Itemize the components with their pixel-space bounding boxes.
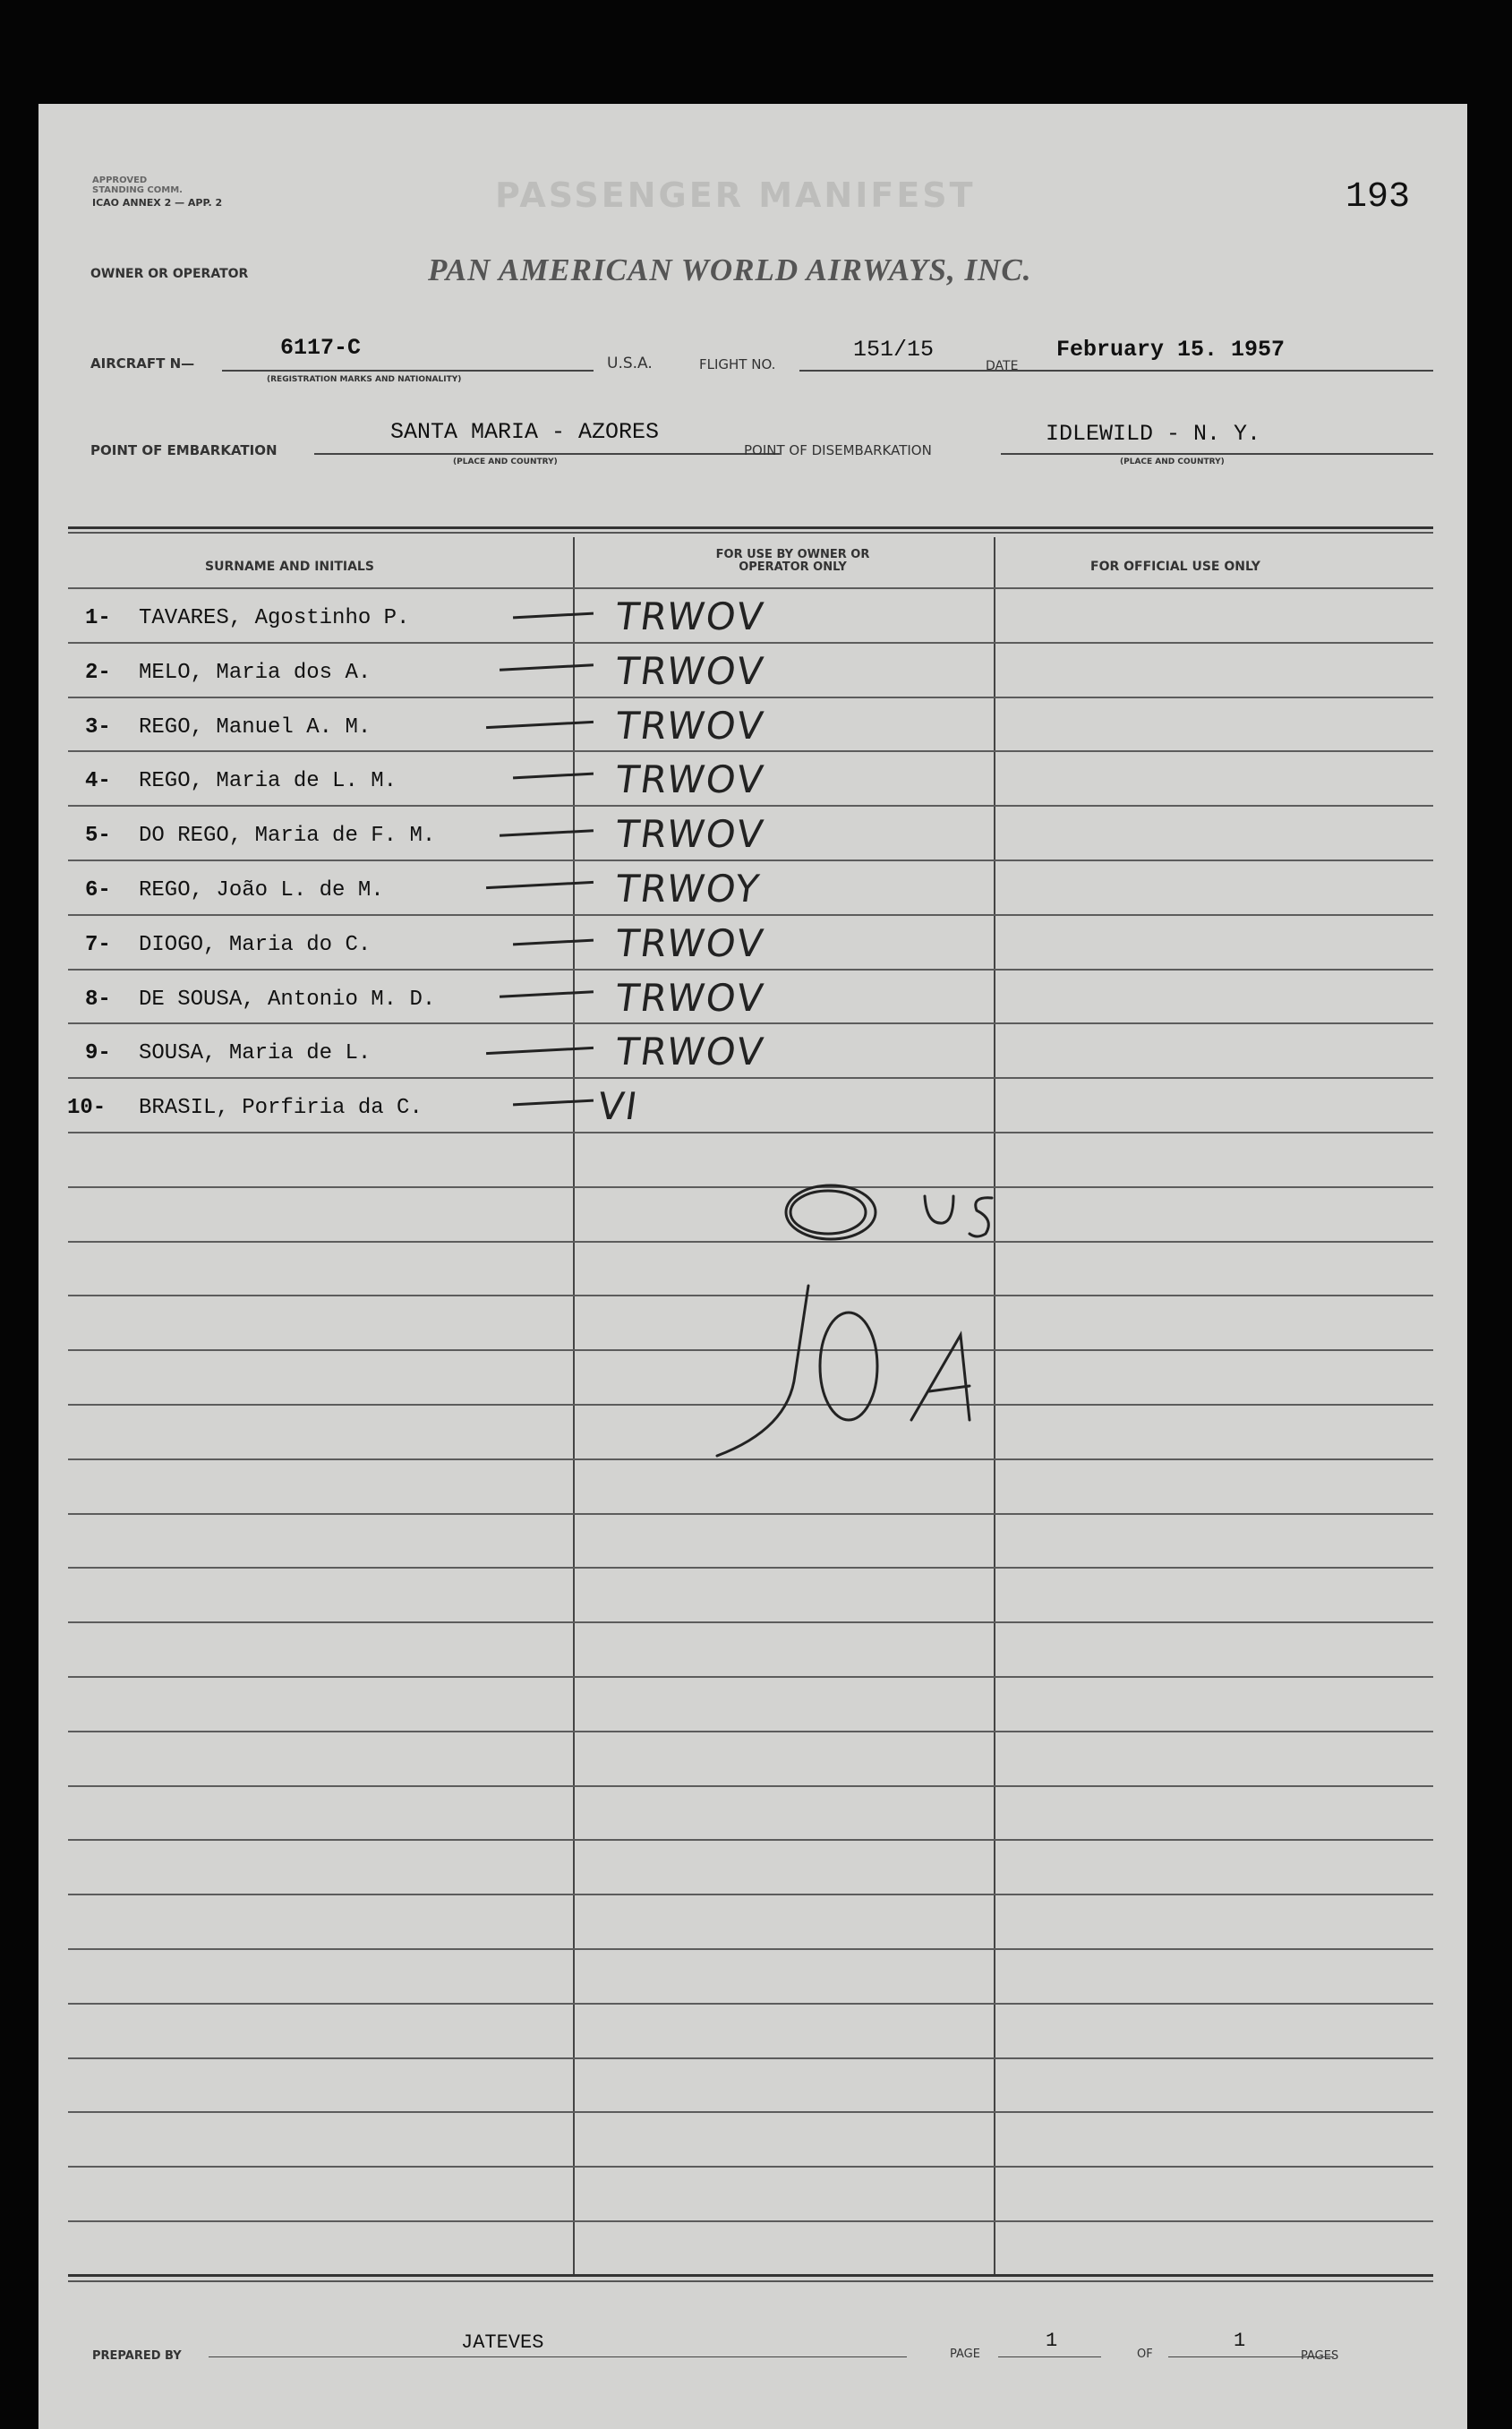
passenger-name: DIOGO, Maria do C. — [139, 933, 372, 957]
passenger-name: SOUSA, Maria de L. — [139, 1041, 372, 1065]
aircraft-label: AIRCRAFT N— — [90, 355, 195, 372]
handwritten-s — [970, 1198, 992, 1236]
of-value: 1 — [1234, 2330, 1246, 2352]
passenger-name: MELO, Maria dos A. — [139, 661, 372, 685]
disembark-label: POINT OF DISEMBARKATION — [744, 442, 932, 458]
passenger-name: TAVARES, Agostinho P. — [139, 606, 410, 630]
handwritten-zero — [786, 1185, 876, 1239]
row-number: 1- — [85, 606, 111, 630]
date-label: DATE — [986, 359, 1019, 373]
passenger-name: DO REGO, Maria de F. M. — [139, 824, 436, 848]
disembark-sub: (PLACE AND COUNTRY) — [1120, 458, 1225, 466]
passenger-name: DE SOUSA, Antonio M. D. — [139, 988, 436, 1012]
handwritten-mark: TRWOV — [612, 757, 768, 801]
embark-value: SANTA MARIA - AZORES — [390, 419, 660, 445]
owner-label: OWNER OR OPERATOR — [90, 267, 249, 281]
col-header-operator: FOR USE BY OWNER OR OPERATOR ONLY — [715, 548, 870, 574]
date-value: February 15. 1957 — [1056, 337, 1286, 363]
handwritten-u — [925, 1196, 953, 1223]
flight-label: FLIGHT NO. — [699, 356, 776, 372]
manifest-sheet — [38, 104, 1467, 2429]
handwritten-zero-inner — [790, 1191, 866, 1234]
row-number: 3- — [85, 715, 111, 740]
passenger-name: REGO, Maria de L. M. — [139, 769, 397, 793]
prepared-label: PREPARED BY — [92, 2349, 182, 2363]
page-title: PASSENGER MANIFEST — [495, 175, 976, 215]
embark-sub: (PLACE AND COUNTRY) — [453, 458, 558, 466]
handwritten-mark: TRWOV — [612, 649, 768, 693]
handwritten-mark: TRWOV — [612, 1030, 768, 1073]
disembark-value: IDLEWILD - N. Y. — [1046, 421, 1261, 447]
handwritten-mark: TRWOV — [612, 976, 768, 1020]
prepared-value: JATEVES — [461, 2331, 544, 2354]
handwritten-a — [911, 1335, 970, 1420]
passenger-name: REGO, João L. de M. — [139, 878, 384, 902]
handwritten-mark: TRWOY — [612, 867, 764, 911]
aircraft-value: 6117-C — [280, 335, 362, 361]
handwritten-mark: TRWOV — [612, 704, 768, 748]
row-number: 2- — [85, 661, 111, 685]
row-number: 9- — [85, 1041, 111, 1065]
aircraft-country: U.S.A. — [607, 355, 653, 372]
row-number: 4- — [85, 769, 111, 793]
page-number: 193 — [1345, 177, 1411, 218]
handwritten-mark: TRWOV — [612, 812, 768, 856]
page-value: 1 — [1046, 2330, 1058, 2352]
passenger-name: REGO, Manuel A. M. — [139, 715, 372, 740]
row-number: 6- — [85, 878, 111, 902]
embark-label: POINT OF EMBARKATION — [90, 442, 278, 458]
handwritten-mark: TRWOV — [612, 594, 768, 638]
page-label: PAGE — [950, 2348, 980, 2361]
approved-label: APPROVED STANDING COMM. — [92, 175, 183, 195]
handwritten-mark: VI — [594, 1084, 642, 1128]
row-number: 8- — [85, 988, 111, 1012]
pages-label: PAGES — [1301, 2349, 1339, 2363]
passenger-name: BRASIL, Porfiria da C. — [139, 1096, 423, 1120]
col-header-name: SURNAME AND INITIALS — [205, 560, 374, 574]
of-label: OF — [1137, 2348, 1153, 2361]
handwritten-zero-big — [820, 1313, 877, 1420]
handwritten-one — [717, 1286, 808, 1456]
flight-value: 151/15 — [853, 337, 935, 363]
icao-annex-label: ICAO ANNEX 2 — APP. 2 — [92, 197, 223, 209]
row-number: 10- — [67, 1096, 107, 1120]
handwritten-mark: TRWOV — [612, 921, 768, 965]
row-number: 7- — [85, 933, 111, 957]
aircraft-sub-label: (REGISTRATION MARKS AND NATIONALITY) — [267, 375, 462, 384]
col-header-official: FOR OFFICIAL USE ONLY — [1090, 560, 1260, 574]
handwritten-annotation — [38, 104, 1467, 2429]
owner-value: PAN AMERICAN WORLD AIRWAYS, INC. — [428, 252, 1032, 287]
row-number: 5- — [85, 824, 111, 848]
